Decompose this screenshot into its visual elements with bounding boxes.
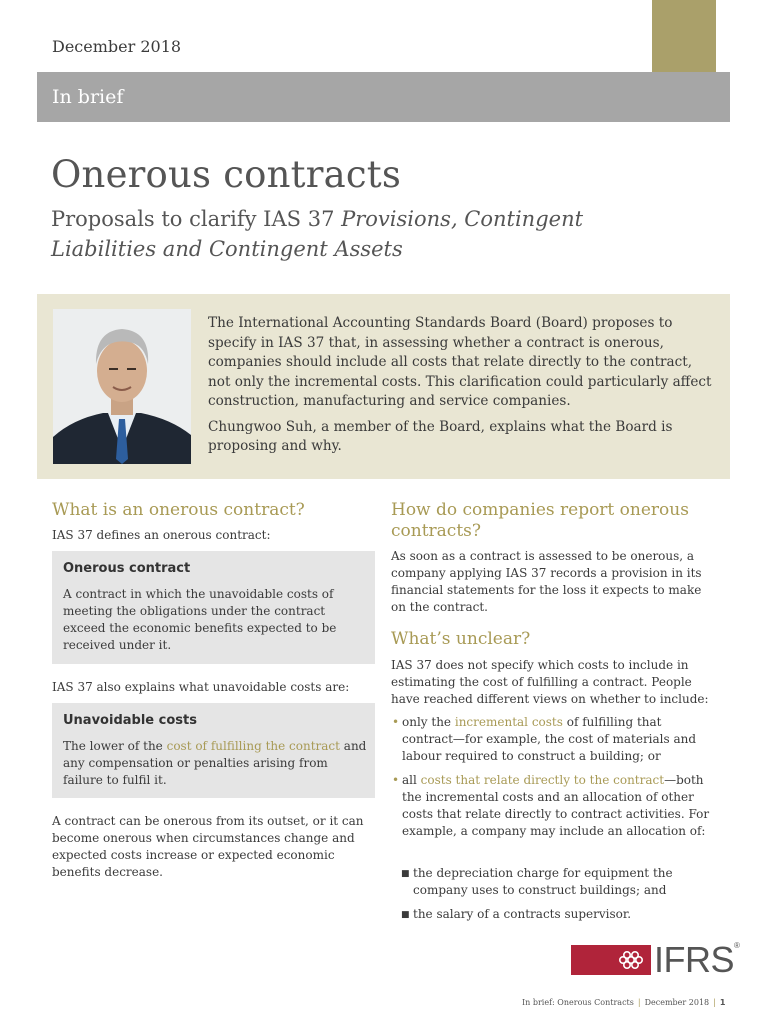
definition-text-before: The lower of the <box>63 739 167 753</box>
page-subtitle <box>51 204 651 264</box>
bullet-text-before: only the <box>402 715 455 729</box>
ifrs-logo-mark <box>571 945 651 975</box>
footer-separator: | <box>713 998 716 1007</box>
portrait-illustration <box>53 309 191 464</box>
intro-paragraph-2: Chungwoo Suh, a member of the Board, explains what the Board is proposing and why. <box>208 418 673 454</box>
footer-separator: | <box>637 998 641 1007</box>
square-bullet-icon: ■ <box>401 910 410 920</box>
definition-lead: IAS 37 defines an onerous contract: <box>52 528 271 542</box>
unavoidable-lead: IAS 37 also explains what unavoidable costs are: <box>52 680 350 694</box>
heading-whats-unclear: What’s unclear? <box>391 629 531 649</box>
directly-related-costs-link: costs that relate directly to the contract <box>420 773 665 787</box>
square-bullet-icon: ■ <box>401 869 410 879</box>
in-brief-banner <box>37 72 730 122</box>
definition-text: A contract in which the unavoidable costs of meeting the obligations under the contract exceed the economic benefits expected to be received under it. <box>63 587 337 652</box>
bullet-incremental-costs <box>392 714 712 765</box>
heading-what-is-onerous: What is an onerous contract? <box>52 500 305 520</box>
ifrs-logo-text <box>654 939 739 981</box>
footer-date: December 2018 <box>644 998 710 1007</box>
unclear-paragraph: IAS 37 does not specify which costs to include in estimating the cost of fulfilling a contract. People have reached different views on whether to include: <box>391 658 709 706</box>
page-number: 1 <box>719 998 726 1007</box>
heading-how-report: How do companies report onerous contracts? <box>391 500 689 541</box>
cost-of-fulfilling-link: cost of fulfilling the contract <box>166 739 340 753</box>
document-date: December 2018 <box>52 37 182 56</box>
bullet-text-after: —both the incremental costs and an allocation of other costs that relate directly to contract activities. For example, a company may include an allocation of: <box>402 773 710 838</box>
ifrs-wordmark: IFRS <box>654 939 735 980</box>
bullet-text-before: all <box>402 773 421 787</box>
portrait-photo <box>53 309 191 464</box>
definition-box-unavoidable-costs <box>52 703 375 798</box>
intro-paragraph-1: The International Accounting Standards Board (Board) proposes to specify in IAS 37 that, in assessing whether a contract is onerous, companies should include all costs that relate directly to the contract, not only the incremental costs. This clarification could particularly affect construction, manufacturing and service companies. <box>208 315 712 409</box>
definition-text <box>63 738 368 789</box>
sub-bullet-depreciation <box>401 865 708 899</box>
sub-bullet-text: the depreciation charge for equipment the company uses to construct buildings; and <box>413 866 673 897</box>
bullet-dot-icon: • <box>392 773 400 787</box>
sub-bullet-text: the salary of a contracts supervisor. <box>413 907 632 921</box>
definition-box-onerous-contract <box>52 551 375 664</box>
in-brief-label: In brief <box>52 86 124 108</box>
incremental-costs-link: incremental costs <box>454 715 563 729</box>
intro-text <box>208 314 713 463</box>
bullet-directly-related-costs <box>392 772 712 840</box>
subtitle-italic-2: Liabilities and Contingent Assets <box>51 237 403 261</box>
subtitle-lead: Proposals to clarify IAS 37 <box>51 207 342 231</box>
registered-mark: ® <box>734 941 740 950</box>
report-paragraph: As soon as a contract is assessed to be onerous, a company applying IAS 37 records a provision in its financial statements for the loss it expects to make on the contract. <box>391 549 702 614</box>
page-footer <box>522 998 725 1007</box>
subtitle-italic-1: Provisions, Contingent <box>341 207 584 231</box>
definition-text-after: and any compensation or penalties arising from failure to fulfil it. <box>63 739 367 787</box>
closing-paragraph: A contract can be onerous from its outset, or it can become onerous when circumstances change and expected costs increase or expected economic benefits decrease. <box>52 814 364 879</box>
footer-doc-title: In brief: Onerous Contracts <box>522 998 634 1007</box>
sub-bullet-salary <box>401 906 708 923</box>
definition-term: Onerous contract <box>63 561 191 576</box>
bullet-dot-icon: • <box>392 715 400 729</box>
page-title: Onerous contracts <box>51 153 402 196</box>
bullet-text-after: of fulfilling that contract—for example, the cost of materials and labour required to construct a building; or <box>402 715 697 763</box>
definition-term: Unavoidable costs <box>63 713 197 728</box>
ifrs-flower-icon <box>571 945 651 975</box>
